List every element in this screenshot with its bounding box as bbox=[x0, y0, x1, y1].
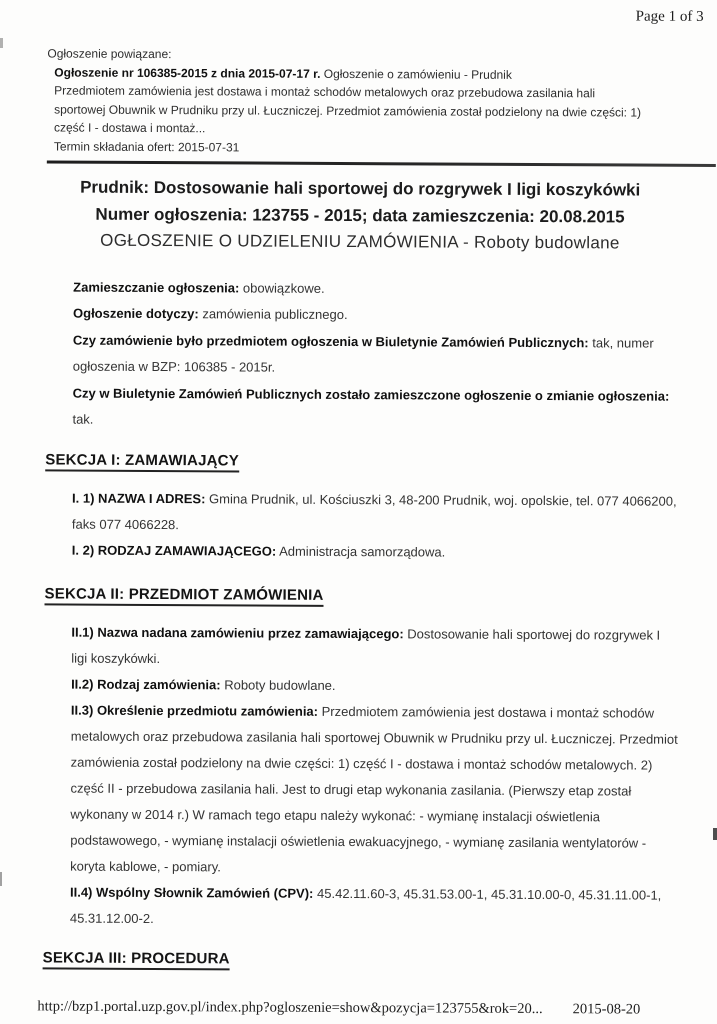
field-value: Administracja samorządowa. bbox=[276, 543, 446, 560]
title-block bbox=[1, 174, 717, 257]
field-label: II.3) Określenie przedmiotu zamówienia: bbox=[70, 702, 319, 719]
field-cpv bbox=[70, 879, 678, 934]
field-value: tak, numer ogłoszenia w BZP: 106385 - 2015r. bbox=[72, 334, 654, 375]
field-label: II.4) Wspólny Słownik Zamówień (CPV): bbox=[69, 884, 314, 901]
related-heading: Ogłoszenie powiązane: bbox=[47, 46, 172, 62]
field-label: I. 1) NAZWA I ADRES: bbox=[72, 490, 206, 506]
field-label: I. 2) RODZAJ ZAMAWIAJĄCEGO: bbox=[71, 542, 277, 559]
field-label: Czy w Biuletynie Zamówień Publicznych zostało zamieszczone ogłoszenie o zmianie ogłoszenia: bbox=[72, 385, 670, 404]
field-rodzaj-zamowienia bbox=[71, 671, 679, 700]
section-2-heading: SEKCJA II: PRZEDMIOT ZAMÓWIENIA bbox=[45, 585, 324, 606]
field-bzp bbox=[73, 327, 677, 383]
section-1-heading: SEKCJA I: ZAMAWIAJĄCY bbox=[45, 451, 239, 472]
field-value: obowiązkowe. bbox=[239, 279, 325, 296]
related-announcement-block bbox=[47, 44, 642, 158]
footer-date: 2015-08-20 bbox=[572, 1001, 641, 1018]
related-deadline: Termin składania ofert: 2015-07-31 bbox=[53, 138, 240, 154]
related-reference-number: Ogłoszenie nr 106385-2015 z dnia 2015-07-17 r. bbox=[54, 64, 321, 81]
field-rodzaj-zamawiajacego bbox=[72, 537, 680, 566]
field-value: Dostosowanie hali sportowej do rozgrywek I ligi koszykówki. bbox=[71, 625, 661, 666]
field-value: 45.42.11.60-3, 45.31.53.00-1, 45.31.10.00-0, 45.31.11.00-1, 45.31.12.00-2. bbox=[69, 885, 662, 926]
section-3-heading: SEKCJA III: PROCEDURA bbox=[43, 949, 230, 970]
announcement-type-line: OGŁOSZENIE O UDZIELENIU ZAMÓWIENIA - Roboty budowlane bbox=[100, 230, 620, 253]
field-label: II.1) Nazwa nadana zamówieniu przez zamawiającego: bbox=[71, 624, 404, 641]
field-value: zamówienia publicznego. bbox=[198, 306, 348, 323]
field-dotyczy bbox=[73, 301, 677, 331]
announcement-number-line: Numer ogłoszenia: 123755 - 2015; data zamieszczenia: 20.08.2015 bbox=[95, 204, 625, 226]
field-value: Gmina Prudnik, ul. Kościuszki 3, 48-200 Prudnik, woj. opolskie, tel. 077 4066200, faks 077 4066228. bbox=[71, 490, 677, 532]
field-nazwa-zamowienia bbox=[71, 619, 679, 674]
page-indicator: Page 1 of 3 bbox=[635, 8, 704, 25]
related-description: Przedmiotem zamówienia jest dostawa i montaż schodów metalowych oraz przebudowa zasilania hali sportowej Obuwnik w Prudniku przy ul. Łuczniczej. Przedmiot zamówienia został podzielony na dwie części: 1) część I - dostawa i montaż... bbox=[53, 83, 642, 136]
field-label: Czy zamówienie było przedmiotem ogłoszenia w Biuletynie Zamówień Publicznych: bbox=[72, 332, 589, 350]
field-value: tak. bbox=[72, 411, 94, 427]
field-zmiana bbox=[72, 380, 676, 436]
print-footer bbox=[37, 998, 640, 1018]
horizontal-rule bbox=[47, 160, 716, 167]
metadata-block bbox=[72, 274, 677, 436]
footer-url: http://bzp1.portal.uzp.gov.pl/index.php?ogloszenie=show&pozycja=123755&rok=20... bbox=[37, 998, 543, 1018]
related-reference-title: Ogłoszenie o zamówieniu - Prudnik bbox=[320, 66, 512, 82]
field-value: Przedmiotem zamówienia jest dostawa i montaż schodów metalowych oraz przebudowa zasilania hali sportowej Obuwnik w Prudniku przy ul. Łuczniczej. Przedmiot zamówienia został podzielony na dwie części: 1) część I - dostawa i montaż schodów metalowych. 2) część II - przebudowa zasilania hali. Jest to drugi etap wykonania zasilania. (Pierwszy etap został wykonany w 2014 r.) W ramach tego etapu należy wykonać: - wymianę instalacji oświetlenia podstawowego, - wymianę instalacji oświetlenia ewakuacyjnego, - wymianę zasilania wentylatorów - koryta kablowe, - pomiary. bbox=[70, 703, 678, 874]
field-label: Zamieszczanie ogłoszenia: bbox=[73, 279, 240, 295]
section-2-body bbox=[70, 619, 680, 934]
field-label: Ogłoszenie dotyczy: bbox=[72, 305, 199, 322]
field-okreslenie-przedmiotu bbox=[70, 697, 679, 882]
document-title: Prudnik: Dostosowanie hali sportowej do rozgrywek I ligi koszykówki bbox=[80, 177, 641, 200]
field-zamieszczanie bbox=[73, 274, 677, 304]
field-value: Roboty budowlane. bbox=[220, 676, 336, 693]
field-label: II.2) Rodzaj zamówienia: bbox=[71, 676, 221, 692]
field-nazwa-adres bbox=[72, 485, 680, 540]
section-1-body bbox=[72, 485, 680, 566]
